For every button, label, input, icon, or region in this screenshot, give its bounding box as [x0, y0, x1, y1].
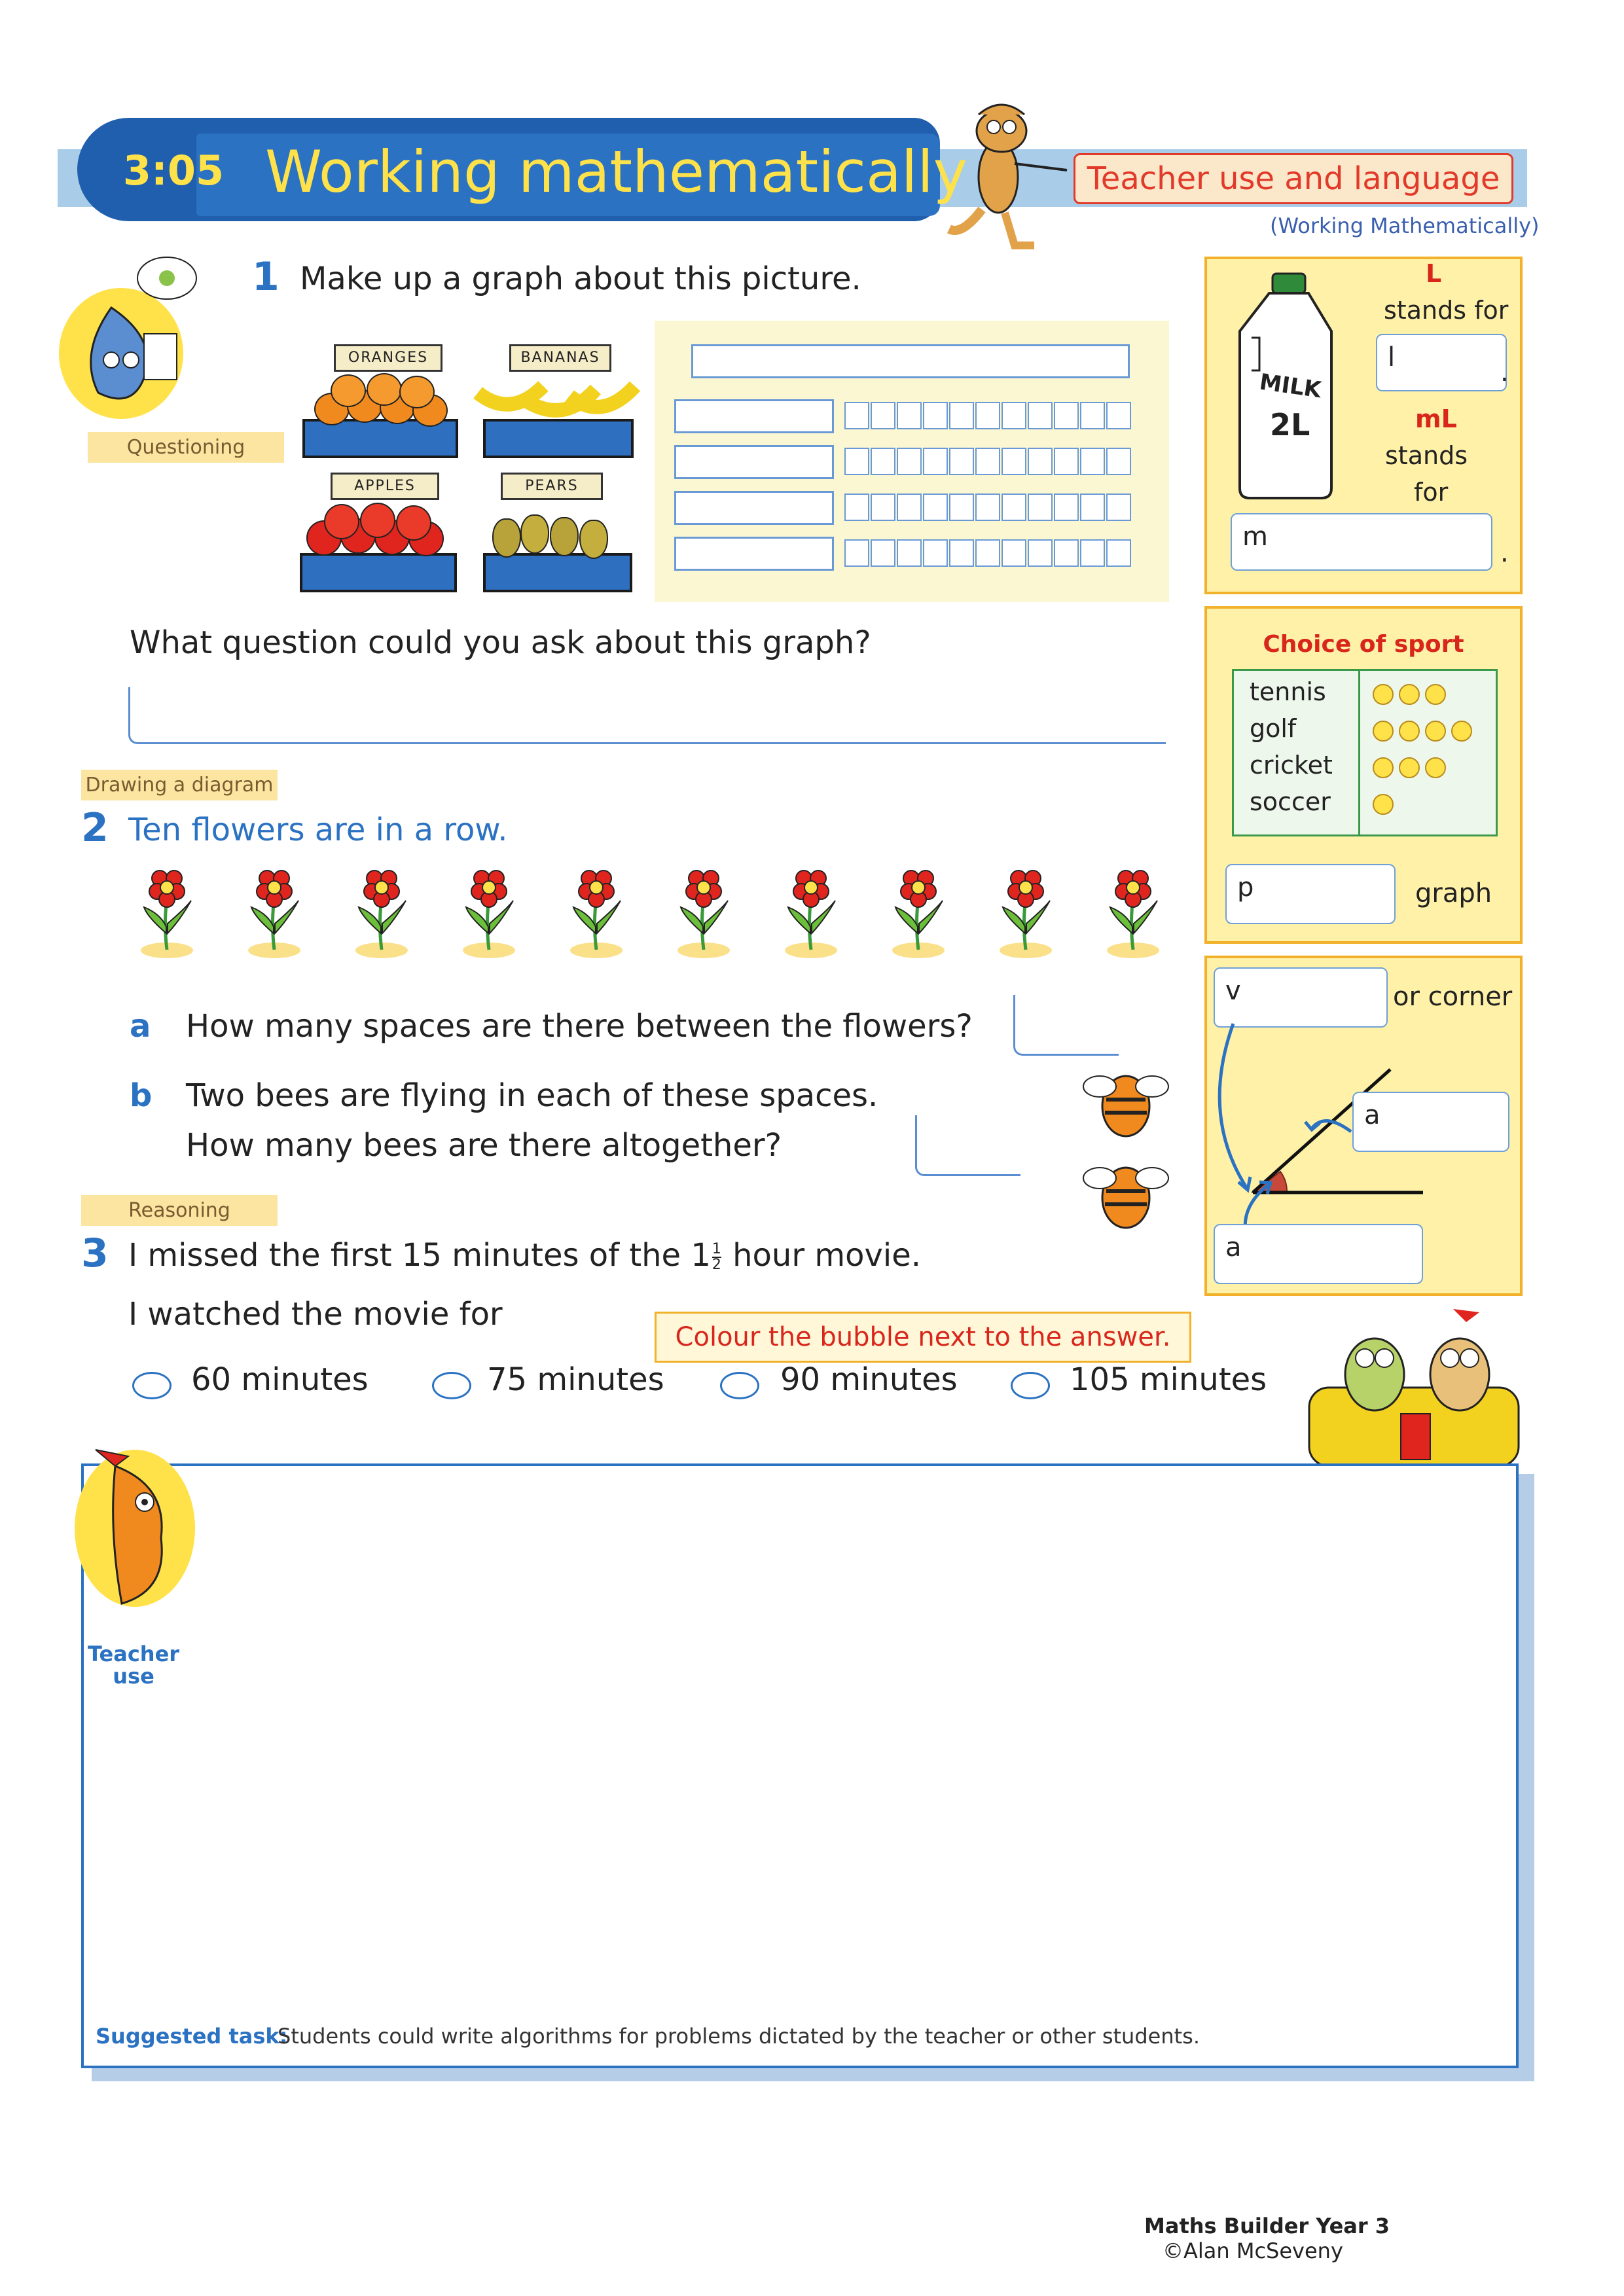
pears-crate: [483, 553, 632, 592]
millilitre-period: .: [1500, 538, 1509, 568]
stall-sign-apples: APPLES: [331, 473, 439, 500]
graph-cell[interactable]: [1080, 448, 1105, 475]
questioning-tag: Questioning: [88, 432, 284, 463]
smiley-icon: [1425, 721, 1446, 742]
colour-bubble-instruction: Colour the bubble next to the answer.: [655, 1312, 1191, 1363]
millilitre-stands: stands: [1385, 441, 1468, 470]
flower-icon: [889, 861, 948, 960]
answer-option-75: 75 minutes: [487, 1361, 664, 1398]
graph-cell[interactable]: [897, 539, 922, 567]
sport-name-cricket: cricket: [1250, 751, 1333, 780]
footer-book-title: Maths Builder Year 3: [1144, 2214, 1390, 2238]
graph-cell[interactable]: [1054, 539, 1079, 567]
answer-bubble-105[interactable]: [1011, 1372, 1050, 1399]
answer-bubble-75[interactable]: [432, 1372, 471, 1399]
litre-stands-for: stands for: [1384, 296, 1509, 325]
graph-title-field[interactable]: [691, 344, 1130, 378]
graph-cell[interactable]: [949, 493, 974, 521]
answer-option-90: 90 minutes: [780, 1361, 958, 1398]
smiley-icon: [1399, 721, 1420, 742]
graph-cell[interactable]: [923, 539, 948, 567]
sport-graph-title: Choice of sport: [1263, 631, 1464, 658]
graph-cell[interactable]: [1106, 402, 1131, 429]
graph-cell[interactable]: [1001, 539, 1026, 567]
lizard-teacher-icon: [936, 98, 1074, 255]
flower-icon: [245, 861, 304, 960]
graph-cell[interactable]: [1028, 493, 1053, 521]
graph-cell[interactable]: [1080, 539, 1105, 567]
fish-mascot-icon: [69, 1440, 200, 1636]
smiley-icon: [1373, 794, 1394, 815]
smiley-icon: [1451, 721, 1472, 742]
question-1-text: Make up a graph about this picture.: [300, 260, 861, 297]
graph-cell[interactable]: [923, 493, 948, 521]
thinking-drop-mascot-icon: [39, 249, 209, 425]
graph-cell[interactable]: [844, 402, 869, 429]
sport-graph-table: [1232, 669, 1498, 836]
teacher-use-label: Teacher use: [87, 1641, 180, 1689]
question-3-text-2: I watched the movie for: [128, 1296, 503, 1333]
graph-cell[interactable]: [923, 402, 948, 429]
question-2-number: 2: [81, 805, 109, 851]
graph-cell[interactable]: [1054, 402, 1079, 429]
question-2b-answer-box[interactable]: [915, 1115, 1020, 1176]
millilitre-answer-box[interactable]: m: [1231, 513, 1492, 571]
page-title: Working mathematically: [265, 138, 967, 206]
question-2b-text-1: Two bees are flying in each of these spaces.: [186, 1077, 878, 1114]
flower-icon: [1104, 861, 1163, 960]
graph-label-field-3[interactable]: [674, 491, 834, 525]
smiley-icon: [1425, 757, 1446, 778]
graph-cell[interactable]: [1001, 402, 1026, 429]
or-corner-text: or corner: [1393, 982, 1513, 1012]
graph-cell[interactable]: [1001, 448, 1026, 475]
litre-panel: [1204, 257, 1523, 594]
reasoning-tag: Reasoning: [81, 1195, 278, 1226]
drawing-diagram-tag: Drawing a diagram: [81, 770, 278, 800]
graph-cell[interactable]: [844, 493, 869, 521]
graph-cell[interactable]: [949, 402, 974, 429]
movie-watchers-icon: [1303, 1302, 1525, 1466]
graph-cell[interactable]: [1080, 402, 1105, 429]
graph-cell[interactable]: [897, 493, 922, 521]
question-2b-text-2: How many bees are there altogether?: [186, 1127, 782, 1164]
apples-crate: [300, 553, 457, 592]
smiley-icon: [1373, 721, 1394, 742]
question-1-followup: What question could you ask about this graph?: [130, 624, 871, 661]
answer-option-105: 105 minutes: [1070, 1361, 1267, 1398]
flower-icon: [782, 861, 840, 960]
question-2b-label: b: [130, 1077, 153, 1114]
litre-period: .: [1500, 357, 1509, 387]
millilitre-for: for: [1414, 478, 1449, 507]
flower-icon: [674, 861, 733, 960]
graph-cell[interactable]: [1054, 493, 1079, 521]
teacher-use-box: [81, 1463, 1519, 2068]
graph-cell[interactable]: [949, 539, 974, 567]
graph-cell[interactable]: [844, 539, 869, 567]
smiley-icon: [1399, 757, 1420, 778]
smiley-icon: [1373, 684, 1394, 705]
graph-cell[interactable]: [1054, 448, 1079, 475]
graph-cell[interactable]: [1080, 493, 1105, 521]
graph-cell[interactable]: [975, 402, 1000, 429]
smiley-icon: [1399, 684, 1420, 705]
litre-symbol: L: [1426, 259, 1442, 288]
flower-icon: [460, 861, 518, 960]
graph-cell[interactable]: [1028, 402, 1053, 429]
stall-sign-pears: PEARS: [501, 473, 603, 500]
smiley-icon: [1425, 684, 1446, 705]
graph-cell[interactable]: [975, 539, 1000, 567]
graph-cell[interactable]: [975, 493, 1000, 521]
picture-graph-answer-box[interactable]: p: [1225, 864, 1396, 924]
vertex-answer-box[interactable]: v: [1214, 967, 1388, 1028]
graph-cell[interactable]: [871, 402, 895, 429]
suggested-task-text: Students could write algorithms for problems dictated by the teacher or other students.: [278, 2024, 1200, 2049]
bees-icon: [1060, 1060, 1185, 1250]
millilitre-symbol: mL: [1415, 404, 1457, 433]
graph-cell[interactable]: [949, 448, 974, 475]
worksheet-number: 3:05: [122, 147, 225, 194]
graph-cell[interactable]: [923, 448, 948, 475]
graph-label-field-4[interactable]: [674, 537, 834, 571]
question-2a-answer-box[interactable]: [1013, 995, 1119, 1056]
question-2a-label: a: [130, 1008, 151, 1045]
graph-cell[interactable]: [871, 448, 895, 475]
graph-cell[interactable]: [1106, 448, 1131, 475]
sport-name-tennis: tennis: [1250, 677, 1326, 706]
answer-bubble-60[interactable]: [132, 1372, 171, 1399]
graph-cell[interactable]: [871, 539, 895, 567]
flower-icon: [567, 861, 626, 960]
graph-cell[interactable]: [897, 402, 922, 429]
question-2-text: Ten flowers are in a row.: [128, 812, 508, 848]
teacher-use-language-badge: Teacher use and language: [1074, 153, 1513, 204]
arm-answer-box[interactable]: a: [1352, 1092, 1509, 1152]
graph-template: [655, 321, 1169, 602]
angle-answer-box[interactable]: a: [1214, 1224, 1423, 1284]
stall-sign-oranges: ORANGES: [334, 344, 442, 372]
question-3-text: I missed the first 15 minutes of the 1 $\frac{1}{2}$ hour movie.: [128, 1237, 921, 1274]
answer-bubble-90[interactable]: [720, 1372, 759, 1399]
graph-word: graph: [1415, 878, 1492, 908]
sport-name-golf: golf: [1250, 714, 1297, 743]
answer-option-60: 60 minutes: [191, 1361, 369, 1398]
graph-cell[interactable]: [871, 493, 895, 521]
graph-cell[interactable]: [1001, 493, 1026, 521]
graph-cell[interactable]: [1106, 493, 1131, 521]
question-1-number: 1: [252, 254, 280, 300]
graph-cell[interactable]: [975, 448, 1000, 475]
angle-panel: [1204, 956, 1523, 1296]
milk-volume: 2L: [1270, 407, 1310, 442]
milk-label: MILK: [1257, 368, 1323, 404]
footer-copyright: ©Alan McSeveny: [1163, 2238, 1343, 2263]
strand-subtitle: (Working Mathematically): [1270, 213, 1540, 238]
flower-icon: [996, 861, 1055, 960]
question-3-number: 3: [81, 1230, 109, 1276]
graph-cell[interactable]: [844, 448, 869, 475]
graph-label-field-1[interactable]: [674, 399, 834, 433]
flower-icon: [137, 861, 196, 960]
suggested-task-label: Suggested task:: [96, 2024, 288, 2049]
graph-cell[interactable]: [1028, 448, 1053, 475]
stall-sign-bananas: BANANAS: [509, 344, 611, 372]
question-2a-text: How many spaces are there between the flowers?: [186, 1008, 973, 1045]
smiley-icon: [1373, 757, 1394, 778]
flower-icon: [352, 861, 411, 960]
question-1-answer-line[interactable]: [128, 687, 1166, 744]
sport-name-soccer: soccer: [1250, 787, 1331, 816]
picture-graph-panel: [1204, 606, 1523, 944]
graph-label-field-2[interactable]: [674, 445, 834, 479]
litre-answer-box[interactable]: l: [1376, 334, 1507, 391]
graph-cell[interactable]: [1028, 539, 1053, 567]
graph-cell[interactable]: [1106, 539, 1131, 567]
graph-cell[interactable]: [897, 448, 922, 475]
